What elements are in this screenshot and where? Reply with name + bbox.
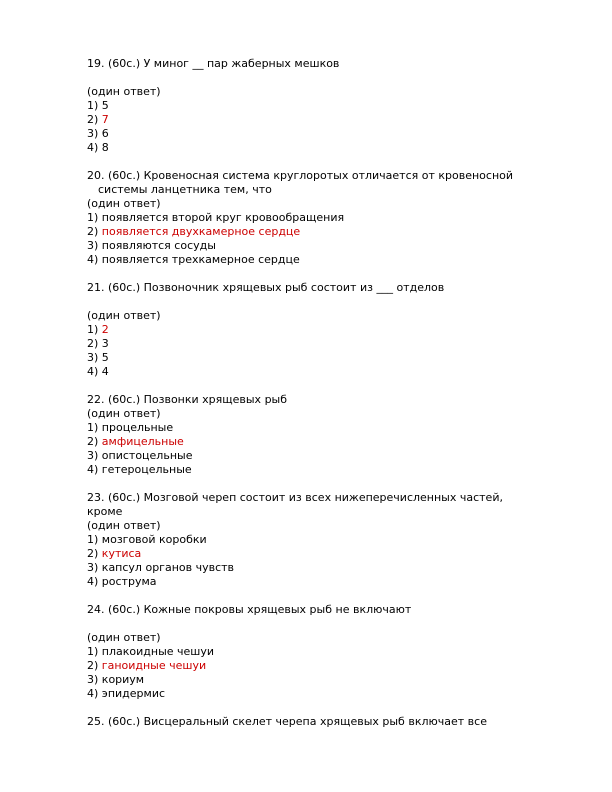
question-block <box>87 57 557 169</box>
answer-option-correct <box>87 323 557 337</box>
option-number: 1) <box>87 323 99 336</box>
option-text: 4 <box>101 365 109 378</box>
option-text: кутиса <box>101 547 142 560</box>
spacer <box>87 617 557 631</box>
question-block <box>87 169 557 281</box>
option-number: 2) <box>87 659 99 672</box>
answer-option <box>87 141 557 155</box>
option-number: 3) <box>87 239 99 252</box>
option-text: мозговой коробки <box>101 533 207 546</box>
option-text: появляются сосуды <box>101 239 216 252</box>
option-number: 3) <box>87 449 99 462</box>
question-block <box>87 393 557 491</box>
spacer <box>87 267 557 281</box>
question-text: 24. (60с.) Кожные покровы хрящевых рыб не включают <box>87 603 412 616</box>
spacer <box>87 589 557 603</box>
answer-option <box>87 687 557 701</box>
option-text: капсул органов чувств <box>101 561 235 574</box>
question-title <box>87 715 557 729</box>
option-text: кориум <box>101 673 145 686</box>
option-number: 4) <box>87 687 99 700</box>
option-text: 5 <box>101 351 109 364</box>
answer-option <box>87 533 557 547</box>
answer-option <box>87 561 557 575</box>
document-page <box>87 57 557 729</box>
spacer <box>87 295 557 309</box>
option-number: 2) <box>87 113 99 126</box>
question-title <box>87 603 557 617</box>
option-number: 2) <box>87 547 99 560</box>
question-title <box>87 393 557 407</box>
answer-type-label: (один ответ) <box>87 407 161 420</box>
question-title <box>87 169 557 197</box>
option-text: плакоидные чешуи <box>101 645 215 658</box>
option-number: 2) <box>87 337 99 350</box>
option-text: ганоидные чешуи <box>101 659 207 672</box>
option-number: 4) <box>87 253 99 266</box>
option-number: 4) <box>87 365 99 378</box>
question-text: 19. (60с.) У миног __ пар жаберных мешков <box>87 57 340 70</box>
answer-option <box>87 449 557 463</box>
answer-option <box>87 365 557 379</box>
answer-type-label: (один ответ) <box>87 519 161 532</box>
option-text: появляется двухкамерное сердце <box>101 225 301 238</box>
option-number: 1) <box>87 533 99 546</box>
question-text-continued: системы ланцетника тем, что <box>98 183 272 196</box>
answer-option-correct <box>87 225 557 239</box>
question-block <box>87 715 557 729</box>
spacer <box>87 71 557 85</box>
option-text: амфицельные <box>101 435 184 448</box>
answer-type-label: (один ответ) <box>87 85 161 98</box>
answer-option <box>87 337 557 351</box>
answer-option <box>87 463 557 477</box>
question-text: 20. (60с.) Кровеносная система круглоротых отличается от кровеносной <box>87 169 514 182</box>
question-text: 23. (60с.) Мозговой череп состоит из всех нижеперечисленных частей, <box>87 491 503 504</box>
spacer <box>87 155 557 169</box>
question-text-continued: кроме <box>87 505 123 518</box>
answer-option <box>87 351 557 365</box>
option-number: 1) <box>87 645 99 658</box>
question-block <box>87 491 557 603</box>
option-text: 3 <box>101 337 109 350</box>
answer-option <box>87 211 557 225</box>
option-text: появляется второй круг кровообращения <box>101 211 345 224</box>
answer-option-correct <box>87 113 557 127</box>
spacer <box>87 477 557 491</box>
answer-type-label: (один ответ) <box>87 309 161 322</box>
option-number: 2) <box>87 225 99 238</box>
option-text: 2 <box>101 323 109 336</box>
question-text: 21. (60с.) Позвоночник хрящевых рыб состоит из ___ отделов <box>87 281 445 294</box>
answer-option <box>87 421 557 435</box>
option-text: опистоцельные <box>101 449 193 462</box>
option-number: 4) <box>87 141 99 154</box>
answer-type-label: (один ответ) <box>87 197 161 210</box>
answer-option <box>87 575 557 589</box>
answer-option <box>87 253 557 267</box>
option-text: процельные <box>101 421 174 434</box>
option-text: эпидермис <box>101 687 166 700</box>
answer-option-correct <box>87 659 557 673</box>
question-text: 25. (60с.) Висцеральный скелет черепа хрящевых рыб включает все <box>87 715 487 728</box>
question-block <box>87 281 557 393</box>
option-text: появляется трехкамерное сердце <box>101 253 300 266</box>
option-number: 3) <box>87 351 99 364</box>
option-number: 1) <box>87 99 99 112</box>
option-number: 1) <box>87 211 99 224</box>
question-title <box>87 281 557 295</box>
option-number: 4) <box>87 575 99 588</box>
spacer <box>87 379 557 393</box>
answer-option <box>87 239 557 253</box>
option-number: 4) <box>87 463 99 476</box>
question-text: 22. (60с.) Позвонки хрящевых рыб <box>87 393 288 406</box>
answer-option <box>87 645 557 659</box>
question-title <box>87 491 557 519</box>
option-text: 7 <box>101 113 109 126</box>
option-text: 8 <box>101 141 109 154</box>
answer-option <box>87 99 557 113</box>
spacer <box>87 701 557 715</box>
option-number: 3) <box>87 673 99 686</box>
question-block <box>87 603 557 715</box>
option-text: рострума <box>101 575 157 588</box>
answer-option-correct <box>87 547 557 561</box>
answer-type-label: (один ответ) <box>87 631 161 644</box>
option-text: гетероцельные <box>101 463 192 476</box>
option-number: 2) <box>87 435 99 448</box>
option-text: 6 <box>101 127 109 140</box>
option-text: 5 <box>101 99 109 112</box>
answer-option <box>87 127 557 141</box>
question-title <box>87 57 557 71</box>
answer-option <box>87 673 557 687</box>
option-number: 1) <box>87 421 99 434</box>
answer-option-correct <box>87 435 557 449</box>
option-number: 3) <box>87 561 99 574</box>
option-number: 3) <box>87 127 99 140</box>
